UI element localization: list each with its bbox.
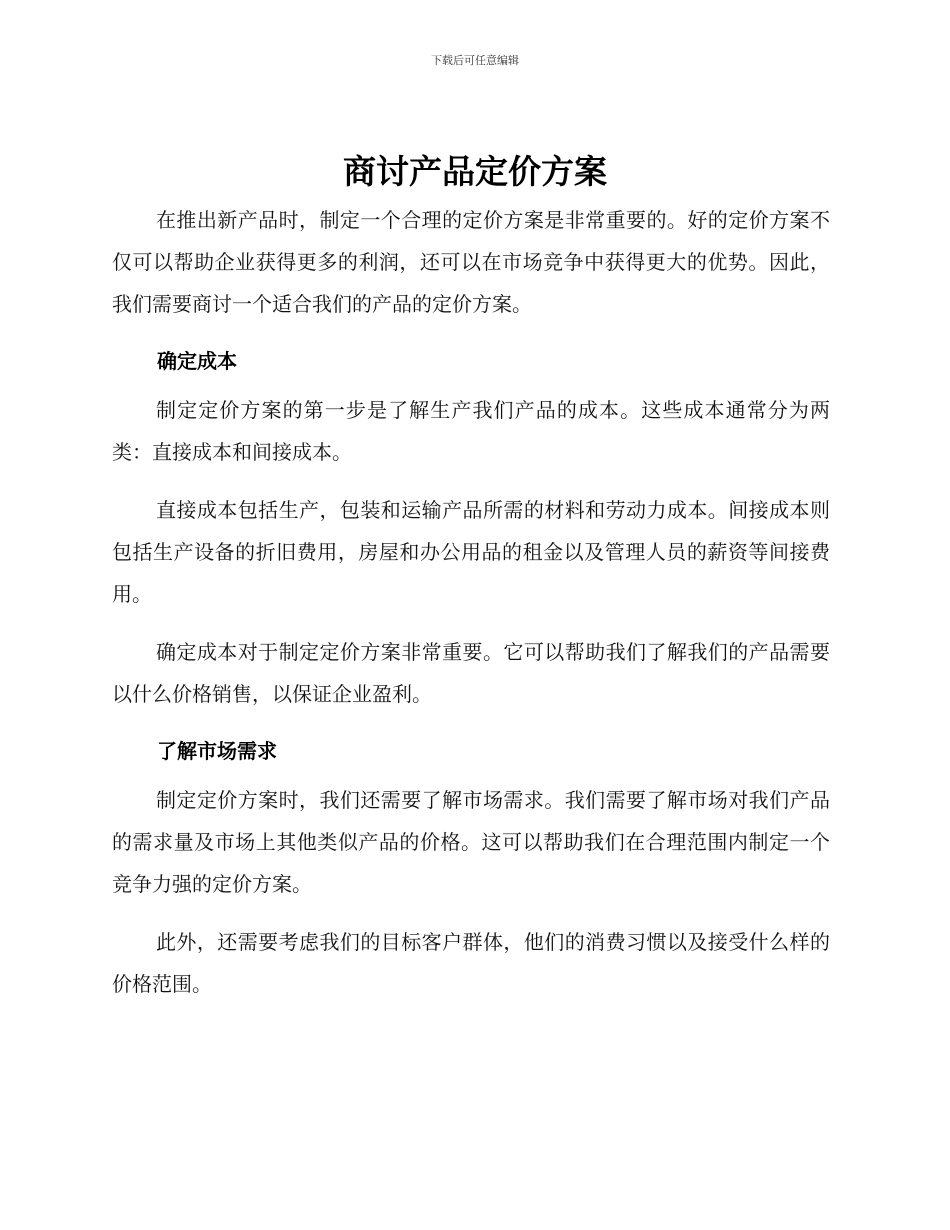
body-paragraph: 制定定价方案的第一步是了解生产我们产品的成本。这些成本通常分为两类：直接成本和间接成本。	[112, 398, 830, 464]
body-paragraph: 直接成本包括生产，包装和运输产品所需的材料和劳动力成本。间接成本则包括生产设备的折旧费用，房屋和办公用品的租金以及管理人员的薪资等间接费用。	[112, 498, 830, 606]
section-heading: 了解市场需求	[157, 739, 277, 763]
section-market-demand	[112, 731, 830, 1005]
section-determine-cost	[112, 341, 830, 715]
body-paragraph: 确定成本对于制定定价方案非常重要。它可以帮助我们了解我们的产品需要以什么价格销售，以保证企业盈利。	[112, 640, 830, 706]
document-body	[112, 199, 830, 1021]
intro-paragraph: 在推出新产品时，制定一个合理的定价方案是非常重要的。好的定价方案不仅可以帮助企业获得更多的利润，还可以在市场竞争中获得更大的优势。因此，我们需要商讨一个适合我们的产品的定价方案。	[112, 208, 830, 316]
body-paragraph: 此外，还需要考虑我们的目标客户群体，他们的消费习惯以及接受什么样的价格范围。	[112, 930, 830, 996]
section-heading: 确定成本	[157, 349, 237, 373]
body-paragraph: 制定定价方案时，我们还需要了解市场需求。我们需要了解市场对我们产品的需求量及市场上其他类似产品的价格。这可以帮助我们在合理范围内制定一个竞争力强的定价方案。	[112, 788, 830, 896]
document-title: 商讨产品定价方案	[343, 152, 607, 191]
running-header: 下载后可任意编辑	[431, 54, 519, 67]
